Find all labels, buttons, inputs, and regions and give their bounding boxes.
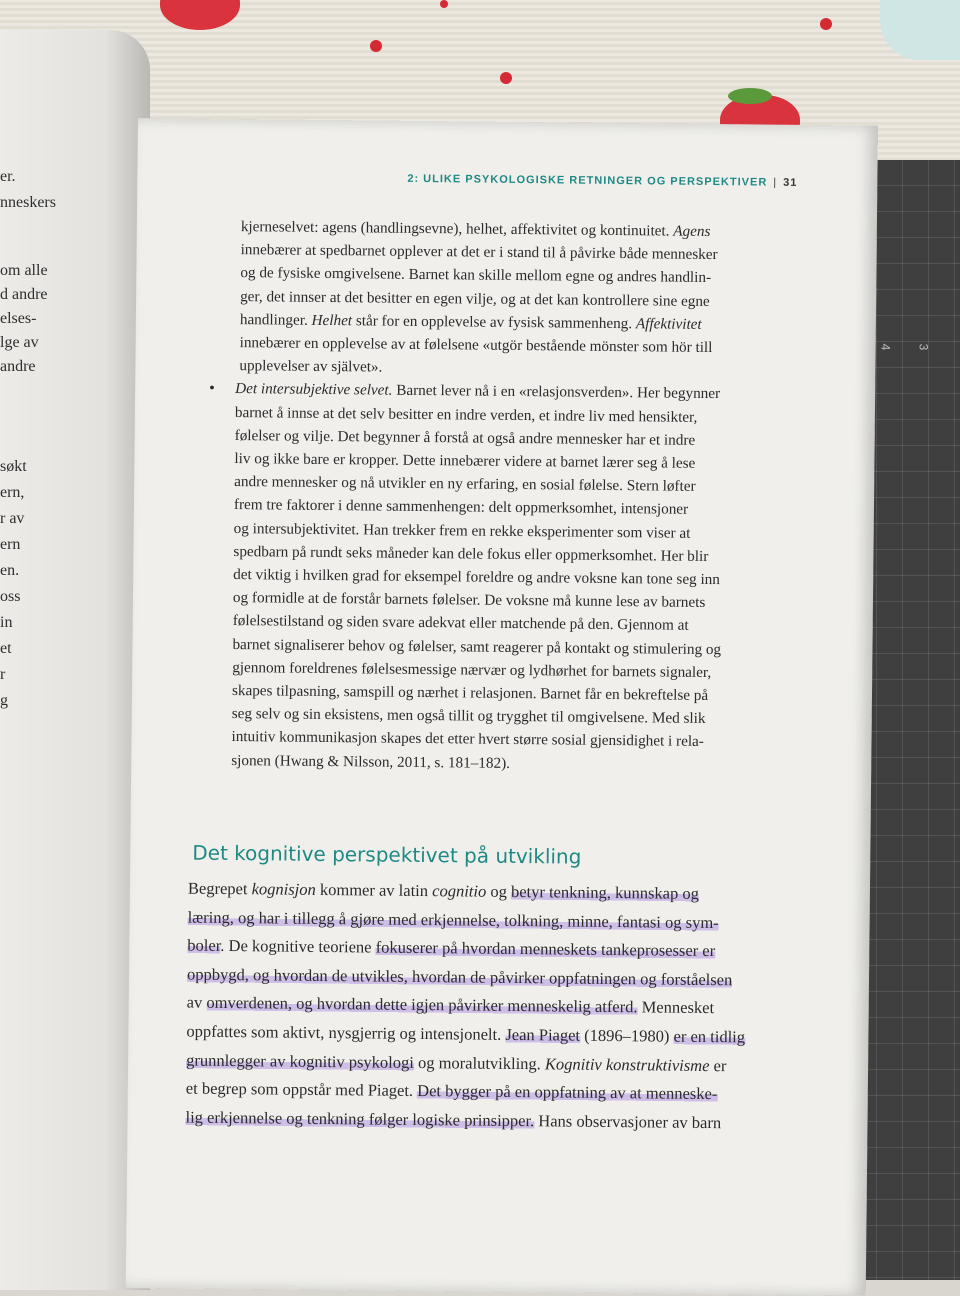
text-line: frem tre faktorer i denne sammenhengen: delt oppmerksomhet, intensjoner (233, 496, 689, 519)
bullet-marker: • (209, 380, 215, 398)
text-line: og formidle at de forstår barnets følelser. De voksne må kunne lese av barnets (232, 589, 706, 612)
red-dot (500, 72, 512, 84)
highlight-mark: Jean Piaget (505, 1024, 581, 1045)
left-page-fragment: en. (0, 562, 20, 579)
text-line: oppfattes som aktivt, nysgjerrig og intensjonelt. Jean Piaget (1896–1980) er en tidlig (186, 1021, 746, 1047)
left-page-fragment: andre (0, 358, 36, 375)
text-line: gjennom foreldrenes følelsesmessige nærvær og lydhørhet for barnets signaler, (232, 658, 712, 681)
text-line: skapes tilpasning, samspill og nærhet i relasjonen. Barnet får en bekreftelse på (231, 682, 709, 705)
right-page (126, 118, 878, 1296)
bullet-item (209, 377, 769, 777)
text-line: spedbarn på rundt seks måneder kan dele fokus eller oppmerksomhet. Her blir (233, 542, 709, 565)
left-page-fragment: g (0, 692, 8, 709)
running-head-title: 2: ULIKE PSYKOLOGISKE RETNINGER OG PERSPEKTIVER (407, 172, 768, 189)
left-page-fragment: nneskers (0, 194, 56, 211)
left-page-fragment: r av (0, 510, 25, 527)
text-line: et begrep som oppstår med Piaget. Det bygger på en oppfatning av at menneske- (185, 1078, 718, 1104)
highlight-mark: oppbygd, og hvordan de utvikles, hvordan de påvirker oppfatningen og forståelsen (186, 964, 733, 990)
text-line: liv og ikke bare er kropper. Dette innebærer videre at barnet lærer seg å lese (234, 450, 696, 472)
text-line: ger, det innser at det besitter en egen vilje, og at det kan kontrollere sine egne (240, 287, 710, 310)
text-line: kjerneselvet: agens (handlingsevne), helhet, affektivitet og kontinuitet. Agens (240, 218, 711, 240)
text-line: innebærer en opplevelse av at følelsene «utgör bestående mönster som hör till (239, 334, 713, 357)
text-line: grunnlegger av kognitiv psykologi og moralutvikling. Kognitiv konstruktivisme er (186, 1050, 727, 1075)
text-line: Det intersubjektive selvet. Barnet lever nå i en «relasjonsverden». Her begynner (235, 380, 721, 403)
mat-number: 3 (916, 343, 931, 351)
left-page-fragment: om alle (0, 262, 48, 279)
text-line: sjonen (Hwang & Nilsson, 2011, s. 181–182). (231, 751, 511, 772)
highlight-mark: grunnlegger av kognitiv psykologi (186, 1050, 414, 1072)
text-line: og de fysiske omgivelsene. Barnet kan skille mellom egne og andres handlin- (240, 264, 712, 287)
text-line: seg selv og sin eksistens, men også tillit og trygghet til omgivelsene. Med slik (231, 705, 706, 728)
text-line: innebærer at spedbarnet opplever at det er i stand til å påvirke både mennesker (240, 241, 718, 264)
section-heading: Det kognitive perspektivet på utvikling (192, 840, 582, 869)
text-line: handlinger. Helhet står for en opplevelse av fysisk sammenheng. Affektivitet (239, 310, 702, 333)
text-line: følelser og vilje. Det begynner å forstå at også andre mennesker har et indre (234, 426, 696, 449)
text-line: av omverdenen, og hvordan dette igjen påvirker menneskelig atferd. Mennesket (186, 992, 715, 1018)
red-dot (440, 0, 448, 8)
highlight-mark: betyr tenkning, kunnskap og (510, 881, 699, 903)
text-line: upplevelser av självet». (239, 357, 383, 376)
page-number: 31 (783, 176, 798, 189)
highlight-mark: læring, og har i tillegg å gjøre med erkjennelse, tolkning, minne, fantasi og sym- (187, 907, 719, 932)
red-dot (820, 18, 832, 30)
highlight-mark: Det bygger på en oppfatning av at menneske- (417, 1081, 718, 1104)
highlighted-paragraph (185, 875, 818, 1139)
highlight-mark: boler (187, 935, 221, 956)
left-page-fragment: in (0, 614, 13, 631)
text-line: lig erkjennelse og tenkning følger logiske prinsipper. Hans observasjoner av barn (185, 1107, 722, 1132)
left-page-fragment: r (0, 666, 6, 683)
text-line: boler. De kognitive teoriene fokuserer på hvordan menneskets tankeprosesser er (187, 935, 716, 961)
left-page-fragment: er. (0, 168, 16, 185)
mat-number: 4 (878, 343, 893, 351)
text-line: Begrepet kognisjon kommer av latin cognitio og betyr tenkning, kunnskap og (187, 878, 699, 903)
red-dot (370, 40, 382, 52)
strawberry-pattern (160, 0, 240, 30)
text-line: og intersubjektivitet. Han trekker frem en rekke eksperimenter som viser at (233, 519, 691, 542)
left-page-fragment: ern, (0, 484, 25, 501)
highlight-mark: omverdenen, og hvordan dette igjen påvirker menneskelig atferd. (206, 993, 638, 1017)
text-line: barnet å innse at det selv besitter en indre verden, et indre liv med hensikter, (234, 403, 698, 426)
text-line: intuitiv kommunikasjon skapes det etter hvert større sosial gjensidighet i rela- (231, 728, 704, 751)
left-page-fragment: søkt (0, 458, 27, 475)
leaf-pattern (728, 88, 772, 104)
text-line: andre mennesker og nå utvikler en ny erfaring, en sosial følelse. Stern løfter (234, 473, 696, 496)
left-page-fragment: oss (0, 588, 21, 605)
text-line: det viktig i hvilken grad for eksempel foreldre og andre voksne kan tone seg inn (233, 566, 721, 589)
highlight-mark: fokuserer på hvordan menneskets tankeprosesser er (375, 937, 716, 961)
left-page-fragment: et (0, 640, 12, 657)
left-page-fragment: lge av (0, 334, 39, 351)
left-page-fragment: ern (0, 536, 21, 553)
text-line: barnet signaliserer behov og følelser, samt reagerer på kontakt og stimulering og (232, 635, 722, 658)
highlight-mark: lig erkjennelse og tenkning følger logiske prinsipper. (185, 1107, 535, 1130)
body-text (209, 215, 771, 777)
text-line: følelsestilstand og siden svare adekvat eller matchende på den. Gjennom at (232, 612, 689, 635)
left-page-fragment: elses- (0, 310, 37, 327)
running-head (407, 172, 798, 189)
left-page-fragment: d andre (0, 286, 48, 303)
highlight-mark: er en tidlig (673, 1026, 746, 1047)
running-head-separator: | (773, 176, 778, 189)
